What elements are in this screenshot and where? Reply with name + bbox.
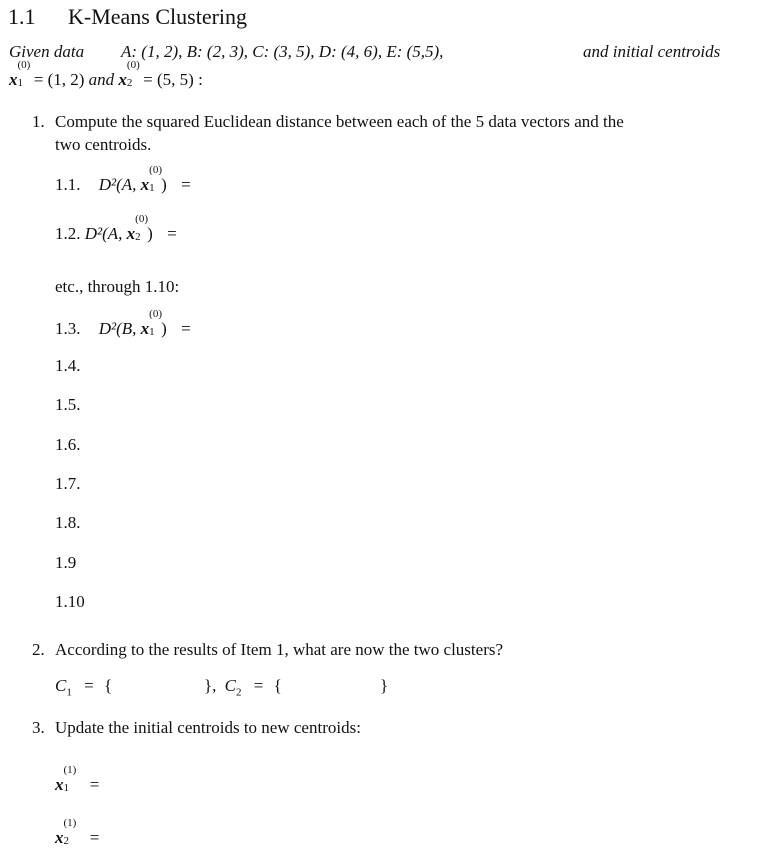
section-number: 1.1	[8, 4, 36, 29]
item-1-6: 1.6.	[55, 435, 81, 454]
item-1-4: 1.4.	[55, 356, 81, 375]
centroid-symbol: x	[140, 319, 150, 338]
item-label: 1.2.	[55, 224, 81, 243]
q3-number: 3.	[32, 718, 45, 737]
distance-expr: D²(B,	[98, 319, 141, 338]
section-title: K-Means Clustering	[68, 4, 248, 29]
cluster2-label: C	[224, 676, 237, 695]
q2-text: According to the results of Item 1, what are now the two clusters?	[55, 640, 504, 659]
and-word: and	[88, 70, 115, 89]
clusters-line: $C_1$ = {	[55, 676, 113, 699]
intro-tail: and initial centroids	[583, 42, 721, 61]
item-label: 1.3.	[55, 319, 81, 338]
centroid-symbol: x	[140, 175, 150, 194]
item-1-3: 1.3. D²(B, x (0) 1 ) =	[55, 308, 191, 338]
item-1-8: 1.8.	[55, 513, 81, 532]
centroid-symbol: x	[9, 70, 18, 89]
etc-text: etc., through 1.10:	[55, 277, 180, 296]
centroid-symbol: x	[118, 70, 127, 89]
item-1-9: 1.9	[55, 553, 77, 572]
centroid-symbol: x	[55, 828, 64, 847]
centroid-symbol: x	[55, 775, 64, 794]
cluster1-label: C	[55, 676, 67, 695]
clusters-line-2: }, $C_2$ = {	[204, 676, 282, 699]
centroid2-value: = (5, 5) :	[143, 70, 203, 89]
intro-centroids-line: x (0) 1 = (1, 2) and x (0) 2 = (5, 5) :	[9, 59, 203, 89]
distance-expr: D²(A,	[84, 224, 127, 243]
q1-text-line2: two centroids.	[55, 135, 152, 154]
item-1-7: 1.7.	[55, 474, 81, 493]
distance-expr: D²(A,	[98, 175, 141, 194]
cluster1-sub: 1	[66, 686, 72, 699]
item-label: 1.1.	[55, 175, 81, 194]
new-centroid-2: x (1) 2 =	[55, 817, 100, 847]
item-1-10: 1.10	[55, 592, 85, 611]
cluster2-close: }	[380, 676, 389, 695]
centroid-symbol: x	[126, 224, 136, 243]
new-centroid-1: x (1) 1 =	[55, 764, 100, 794]
cluster2-sub: 2	[236, 686, 242, 699]
intro-lead: Given data	[9, 42, 85, 61]
intro-points: A: (1, 2), B: (2, 3), C: (3, 5), D: (4, 6), E: (5,5),	[121, 42, 444, 61]
item-1-2: 1.2. D²(A, x (0) 2 ) =	[55, 213, 177, 243]
centroid1-value: = (1, 2)	[33, 70, 85, 89]
q3-text: Update the initial centroids to new centroids:	[55, 718, 361, 737]
q1-number: 1.	[32, 112, 45, 131]
q2-number: 2.	[32, 640, 45, 659]
item-1-5: 1.5.	[55, 395, 81, 414]
item-1-1: 1.1. D²(A, x (0) 1 ) =	[55, 164, 191, 194]
q1-text-line1: Compute the squared Euclidean distance between each of the 5 data vectors and the	[55, 112, 624, 131]
